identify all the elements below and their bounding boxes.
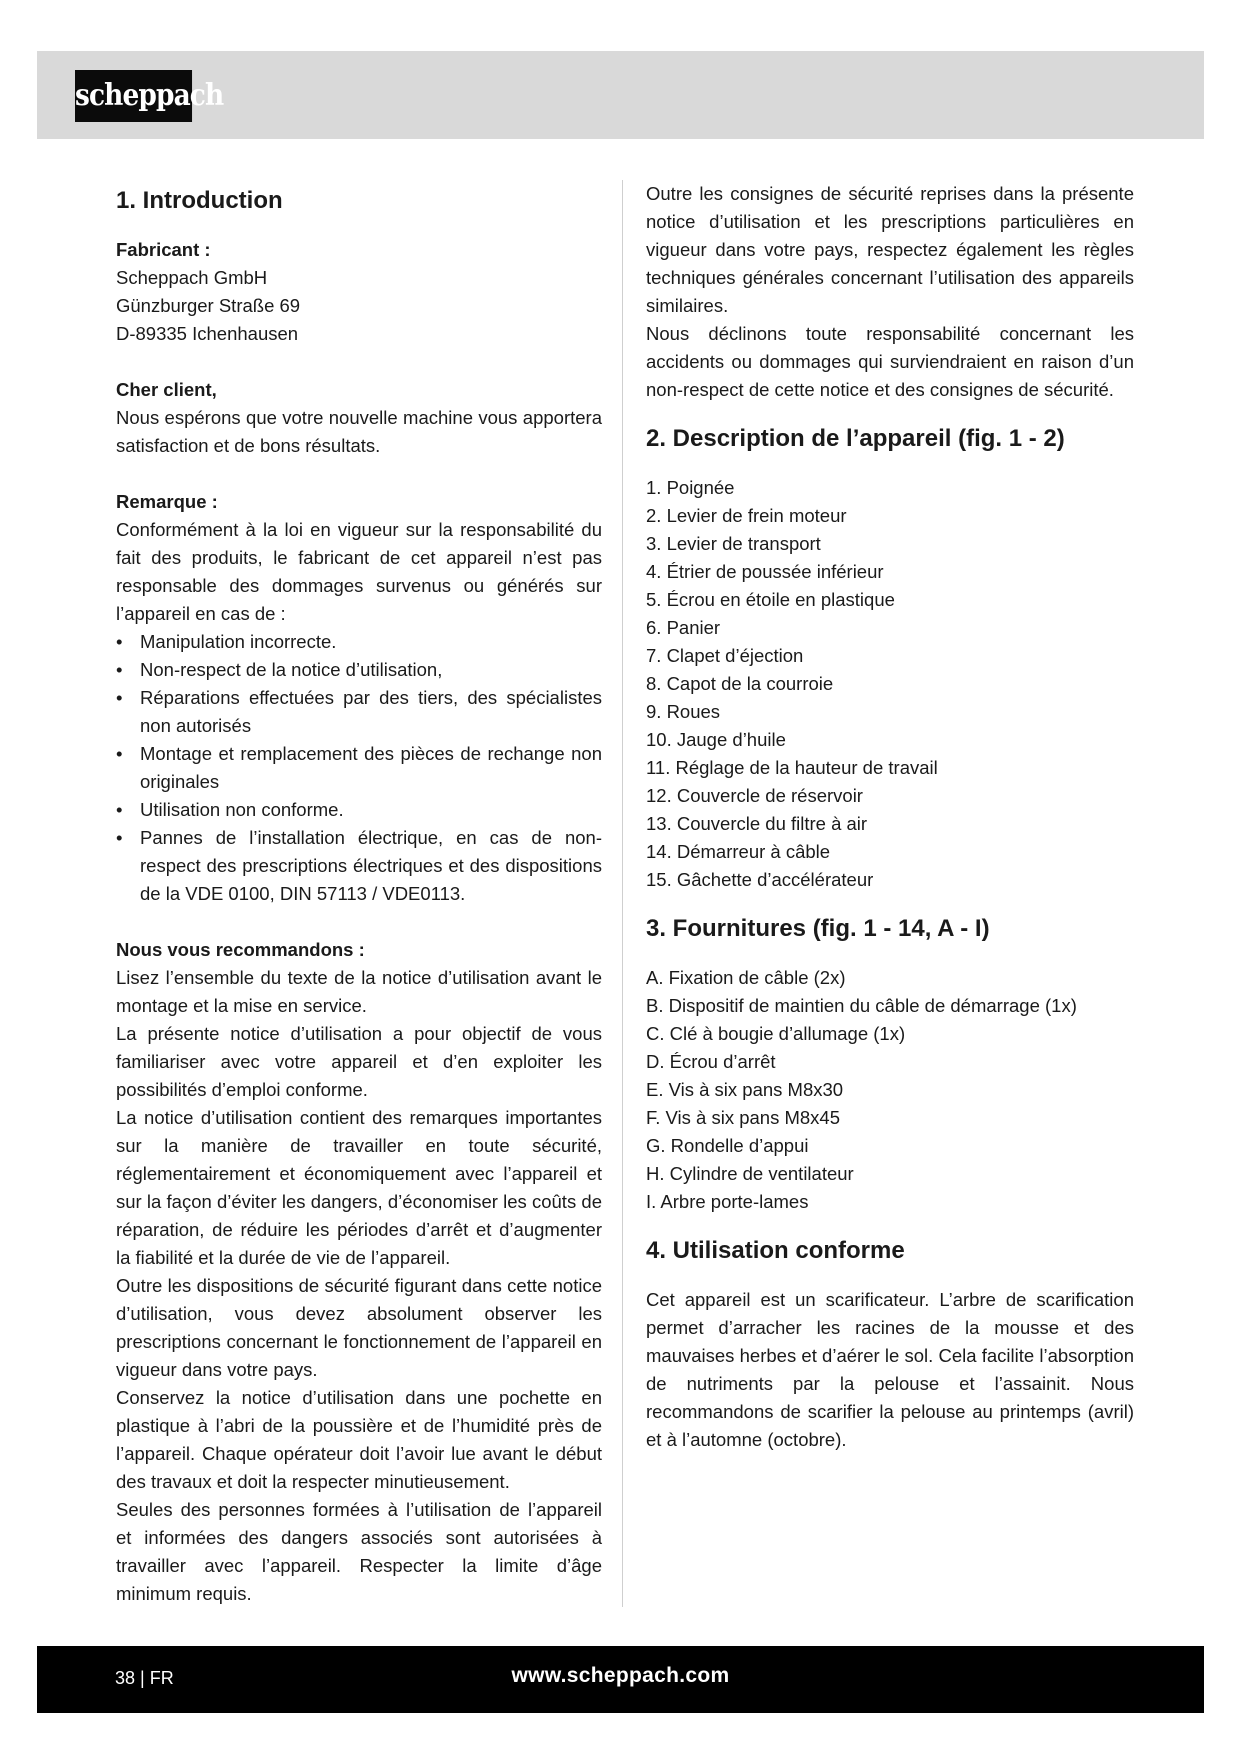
recommend-paragraph: Conservez la notice d’utilisation dans une pochette en plastique à l’abri de la poussière et de l’humidité près de l’appareil. Chaque opérateur doit l’avoir lue avant le début des travaux et doit la respecter minutieusement. (116, 1387, 602, 1492)
manufacturer-line: Scheppach GmbH (116, 267, 268, 288)
intro-continued-paragraph: Outre les consignes de sécurité reprises dans la présente notice d’utilisation et les prescriptions particulières en vigueur dans votre pays, respectez également les règles techniques générales concernant l’utilisation des appareils similaires. (646, 183, 1134, 316)
recommend-paragraph: Lisez l’ensemble du texte de la notice d’utilisation avant le montage et la mise en service. (116, 967, 602, 1016)
part-item: 8. Capot de la courroie (646, 673, 834, 694)
bullet-item: • Réparations effectuées par des tiers, des spécialistes non autorisés (116, 684, 602, 740)
intro-title: 1. Introduction (116, 187, 283, 214)
part-item: 1. Poignée (646, 477, 735, 498)
remark-bullet-list (116, 628, 602, 908)
supply-item: A. Fixation de câble (2x) (646, 967, 846, 988)
part-item: 9. Roues (646, 701, 721, 722)
manufacturer-label: Fabricant : (116, 239, 211, 260)
supply-item: B. Dispositif de maintien du câble de démarrage (1x) (646, 995, 1077, 1016)
parts-list (646, 474, 1134, 894)
intended-use-text: Cet appareil est un scarificateur. L’arbre de scarification permet d’arracher les racines de la mousse et des mauvaises herbes et d’aérer le sol. Cela facilite l’absorption de nutriments par la pelouse et l’assainit. Nous recommandons de scarifier la pelouse au printemps (avril) et à l’automne (octobre). (646, 1289, 1134, 1450)
right-column (646, 180, 1134, 1454)
supply-item: E. Vis à six pans M8x30 (646, 1079, 844, 1100)
part-item: 11. Réglage de la hauteur de travail (646, 757, 938, 778)
bullet-item: • Montage et remplacement des pièces de rechange non originales (116, 740, 602, 796)
dear-label: Cher client, (116, 379, 217, 400)
manufacturer-line: D-89335 Ichenhausen (116, 323, 299, 344)
part-item: 6. Panier (646, 617, 721, 638)
part-item: 14. Démarreur à câble (646, 841, 831, 862)
bullet-item: • Manipulation incorrecte. (116, 628, 602, 656)
dear-text: Nous espérons que votre nouvelle machine vous apportera satisfaction et de bons résultats. (116, 407, 602, 456)
intended-use-title: 4. Utilisation conforme (646, 1237, 905, 1264)
part-item: 7. Clapet d’éjection (646, 645, 804, 666)
description-title: 2. Description de l’appareil (fig. 1 - 2) (646, 425, 1065, 452)
brand-logo: scheppach (75, 70, 192, 122)
supply-item: G. Rondelle d’appui (646, 1135, 809, 1156)
page-number: 38 | FR (115, 1668, 174, 1688)
supplies-title: 3. Fournitures (fig. 1 - 14, A - I) (646, 915, 990, 942)
part-item: 2. Levier de frein moteur (646, 505, 847, 526)
left-column (116, 180, 602, 1608)
recommend-label: Nous vous recommandons : (116, 939, 365, 960)
bullet-item: • Pannes de l’installation électrique, en cas de non-respect des prescriptions électriques et des dispositions de la VDE 0100, DIN 57113 / VDE0113. (116, 824, 602, 908)
supply-item: D. Écrou d’arrêt (646, 1051, 776, 1072)
recommend-paragraph: Seules des personnes formées à l’utilisation de l’appareil et informées des dangers associés sont autorisées à travailler avec l’appareil. Respecter la limite d’âge minimum requis. (116, 1499, 602, 1604)
supply-item: C. Clé à bougie d’allumage (1x) (646, 1023, 906, 1044)
part-item: 3. Levier de transport (646, 533, 821, 554)
supply-item: H. Cylindre de ventilateur (646, 1163, 854, 1184)
part-item: 10. Jauge d’huile (646, 729, 786, 750)
recommend-paragraph: La notice d’utilisation contient des remarques importantes sur la manière de travailler en toute sécurité, réglementairement et économiquement avec l’appareil et sur la façon d’éviter les dangers, d’économiser les coûts de réparation, de réduire les périodes d’arrêt et d’augmenter la fiabilité et la durée de vie de l’appareil. (116, 1107, 602, 1268)
bullet-item: • Non-respect de la notice d’utilisation, (116, 656, 602, 684)
part-item: 5. Écrou en étoile en plastique (646, 589, 895, 610)
part-item: 13. Couvercle du filtre à air (646, 813, 868, 834)
remark-text: Conformément à la loi en vigueur sur la responsabilité du fait des produits, le fabricant de cet appareil n’est pas responsable des dommages survenus ou générés sur l’appareil en cas de : (116, 519, 602, 624)
recommend-paragraph: La présente notice d’utilisation a pour objectif de vous familiariser avec votre appareil et d’en exploiter les possibilités d’emploi conforme. (116, 1023, 602, 1100)
header-band (37, 51, 1204, 139)
footer-band (37, 1646, 1204, 1713)
part-item: 15. Gâchette d’accélérateur (646, 869, 874, 890)
manufacturer-line: Günzburger Straße 69 (116, 295, 301, 316)
website-link[interactable]: www.scheppach.com (511, 1664, 730, 1687)
intro-continued-paragraph: Nous déclinons toute responsabilité concernant les accidents ou dommages qui surviendraient en raison d’un non-respect de cette notice et des consignes de sécurité. (646, 323, 1134, 400)
supply-item: I. Arbre porte-lames (646, 1191, 809, 1212)
part-item: 12. Couvercle de réservoir (646, 785, 863, 806)
remark-label: Remarque : (116, 491, 218, 512)
recommend-paragraph: Outre les dispositions de sécurité figurant dans cette notice d’utilisation, vous devez absolument observer les prescriptions concernant le fonctionnement de l’appareil en vigueur dans votre pays. (116, 1275, 602, 1380)
supply-item: F. Vis à six pans M8x45 (646, 1107, 840, 1128)
column-divider (622, 180, 623, 1607)
bullet-item: • Utilisation non conforme. (116, 796, 602, 824)
supplies-list (646, 964, 1134, 1216)
part-item: 4. Étrier de poussée inférieur (646, 561, 884, 582)
